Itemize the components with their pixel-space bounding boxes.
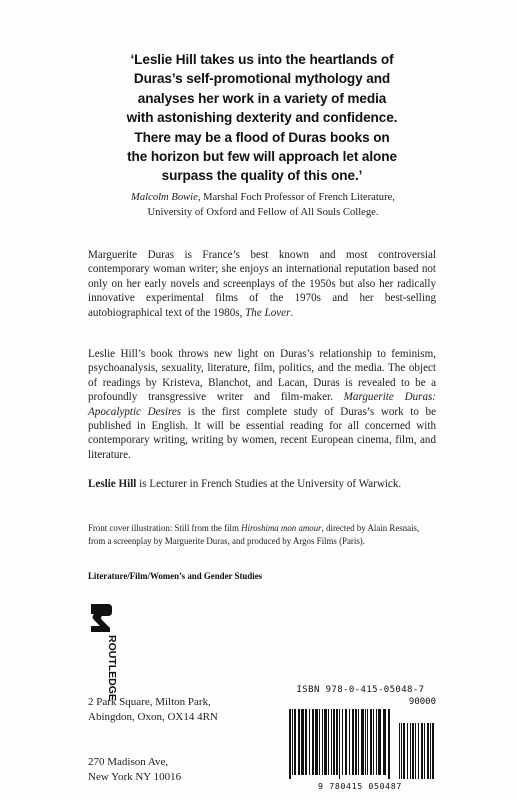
reviewer-title: , Marshal Foch Professor of French Literature, [197, 192, 395, 203]
attribution-line-1 [88, 190, 438, 205]
cover-illustration-credit [88, 522, 438, 547]
author-bio [88, 477, 436, 491]
address-line: 2 Park Square, Milton Park, [88, 696, 211, 708]
publisher-address-uk [88, 695, 278, 725]
author-name: Leslie Hill [88, 478, 137, 490]
quote-line: There may be a flood of Duras books on [134, 129, 390, 145]
logo-wordmark: ROUTLEDGE [106, 635, 118, 701]
quote-line: the horizon but few will approach let alone [127, 149, 397, 165]
address-line: Abingdon, Oxon, OX14 4RN [88, 711, 218, 723]
film-title: Hiroshima mon amour [241, 523, 322, 533]
quote-line: analyses her work in a variety of media [137, 90, 387, 106]
quote-line: surpass the quality of this one.’ [161, 168, 363, 184]
publisher-address-us [88, 755, 278, 785]
subject-category: Literature/Film/Women’s and Gender Studies [88, 571, 263, 581]
credit-rest: , directed by Alain Resnais, from a screenplay by Marguerite Duras, and produced by Argos Films (Paris). [88, 523, 420, 546]
quote-line: with astonishing dexterity and confidence. [126, 110, 398, 126]
barcode-bars [283, 709, 438, 779]
quote-line: ‘Leslie Hill takes us into the heartlands of [130, 52, 394, 67]
barcode-digits: 9 780415 050487 [318, 781, 402, 791]
book-title: Marguerite Duras: Apocalyptic Desires [88, 391, 436, 418]
quote-attribution [88, 190, 438, 220]
address-line: New York NY 10016 [88, 771, 182, 783]
author-bio-text: is Lecturer in French Studies at the University of Warwick. [136, 478, 402, 490]
description-paragraph-2 [88, 347, 436, 462]
paragraph-end: . [290, 306, 294, 319]
paragraph-text: Leslie Hill’s book throws new light on Duras’s relationship to feminism, psychoanalysis, sexuality, literature, film, politics, and the media. The object of readings by Kristeva, Blanchot, and Lacan, Duras is revealed to be a profoundly transgressive writer and film-maker. [88, 348, 436, 404]
routledge-logo-icon [88, 602, 118, 701]
price-code: 90000 [408, 697, 436, 707]
paragraph-rest: is the first complete study of Duras’s work to be published in English. It will be essential reading for all concerned with contemporary writing, writing by women, recent European cinema, film, and literature. [88, 405, 436, 461]
book-title: The Lover [245, 306, 291, 319]
isbn-label: ISBN 978-0-415-05048-7 [296, 685, 425, 695]
routledge-logo [88, 602, 118, 701]
reviewer-name: Malcolm Bowie [131, 192, 198, 203]
pull-quote [92, 50, 432, 186]
description-paragraph-1 [88, 248, 436, 320]
paragraph-text: Marguerite Duras is France’s best known and most controversial contemporary woman writer; she enjoys an international reputation based not only on her early novels and screenplays of the 1950s but also her radically innovative experimental films of the 1970s and her best-selling autobiographical text of the 1980s, [88, 249, 436, 319]
address-line: 270 Madison Ave, [88, 756, 169, 768]
attribution-line-2: University of Oxford and Fellow of All Souls College. [147, 207, 379, 218]
quote-line: Duras’s self-promotional mythology and [133, 71, 391, 87]
credit-start: Front cover illustration: Still from the film [88, 523, 242, 533]
isbn-barcode [283, 685, 438, 793]
